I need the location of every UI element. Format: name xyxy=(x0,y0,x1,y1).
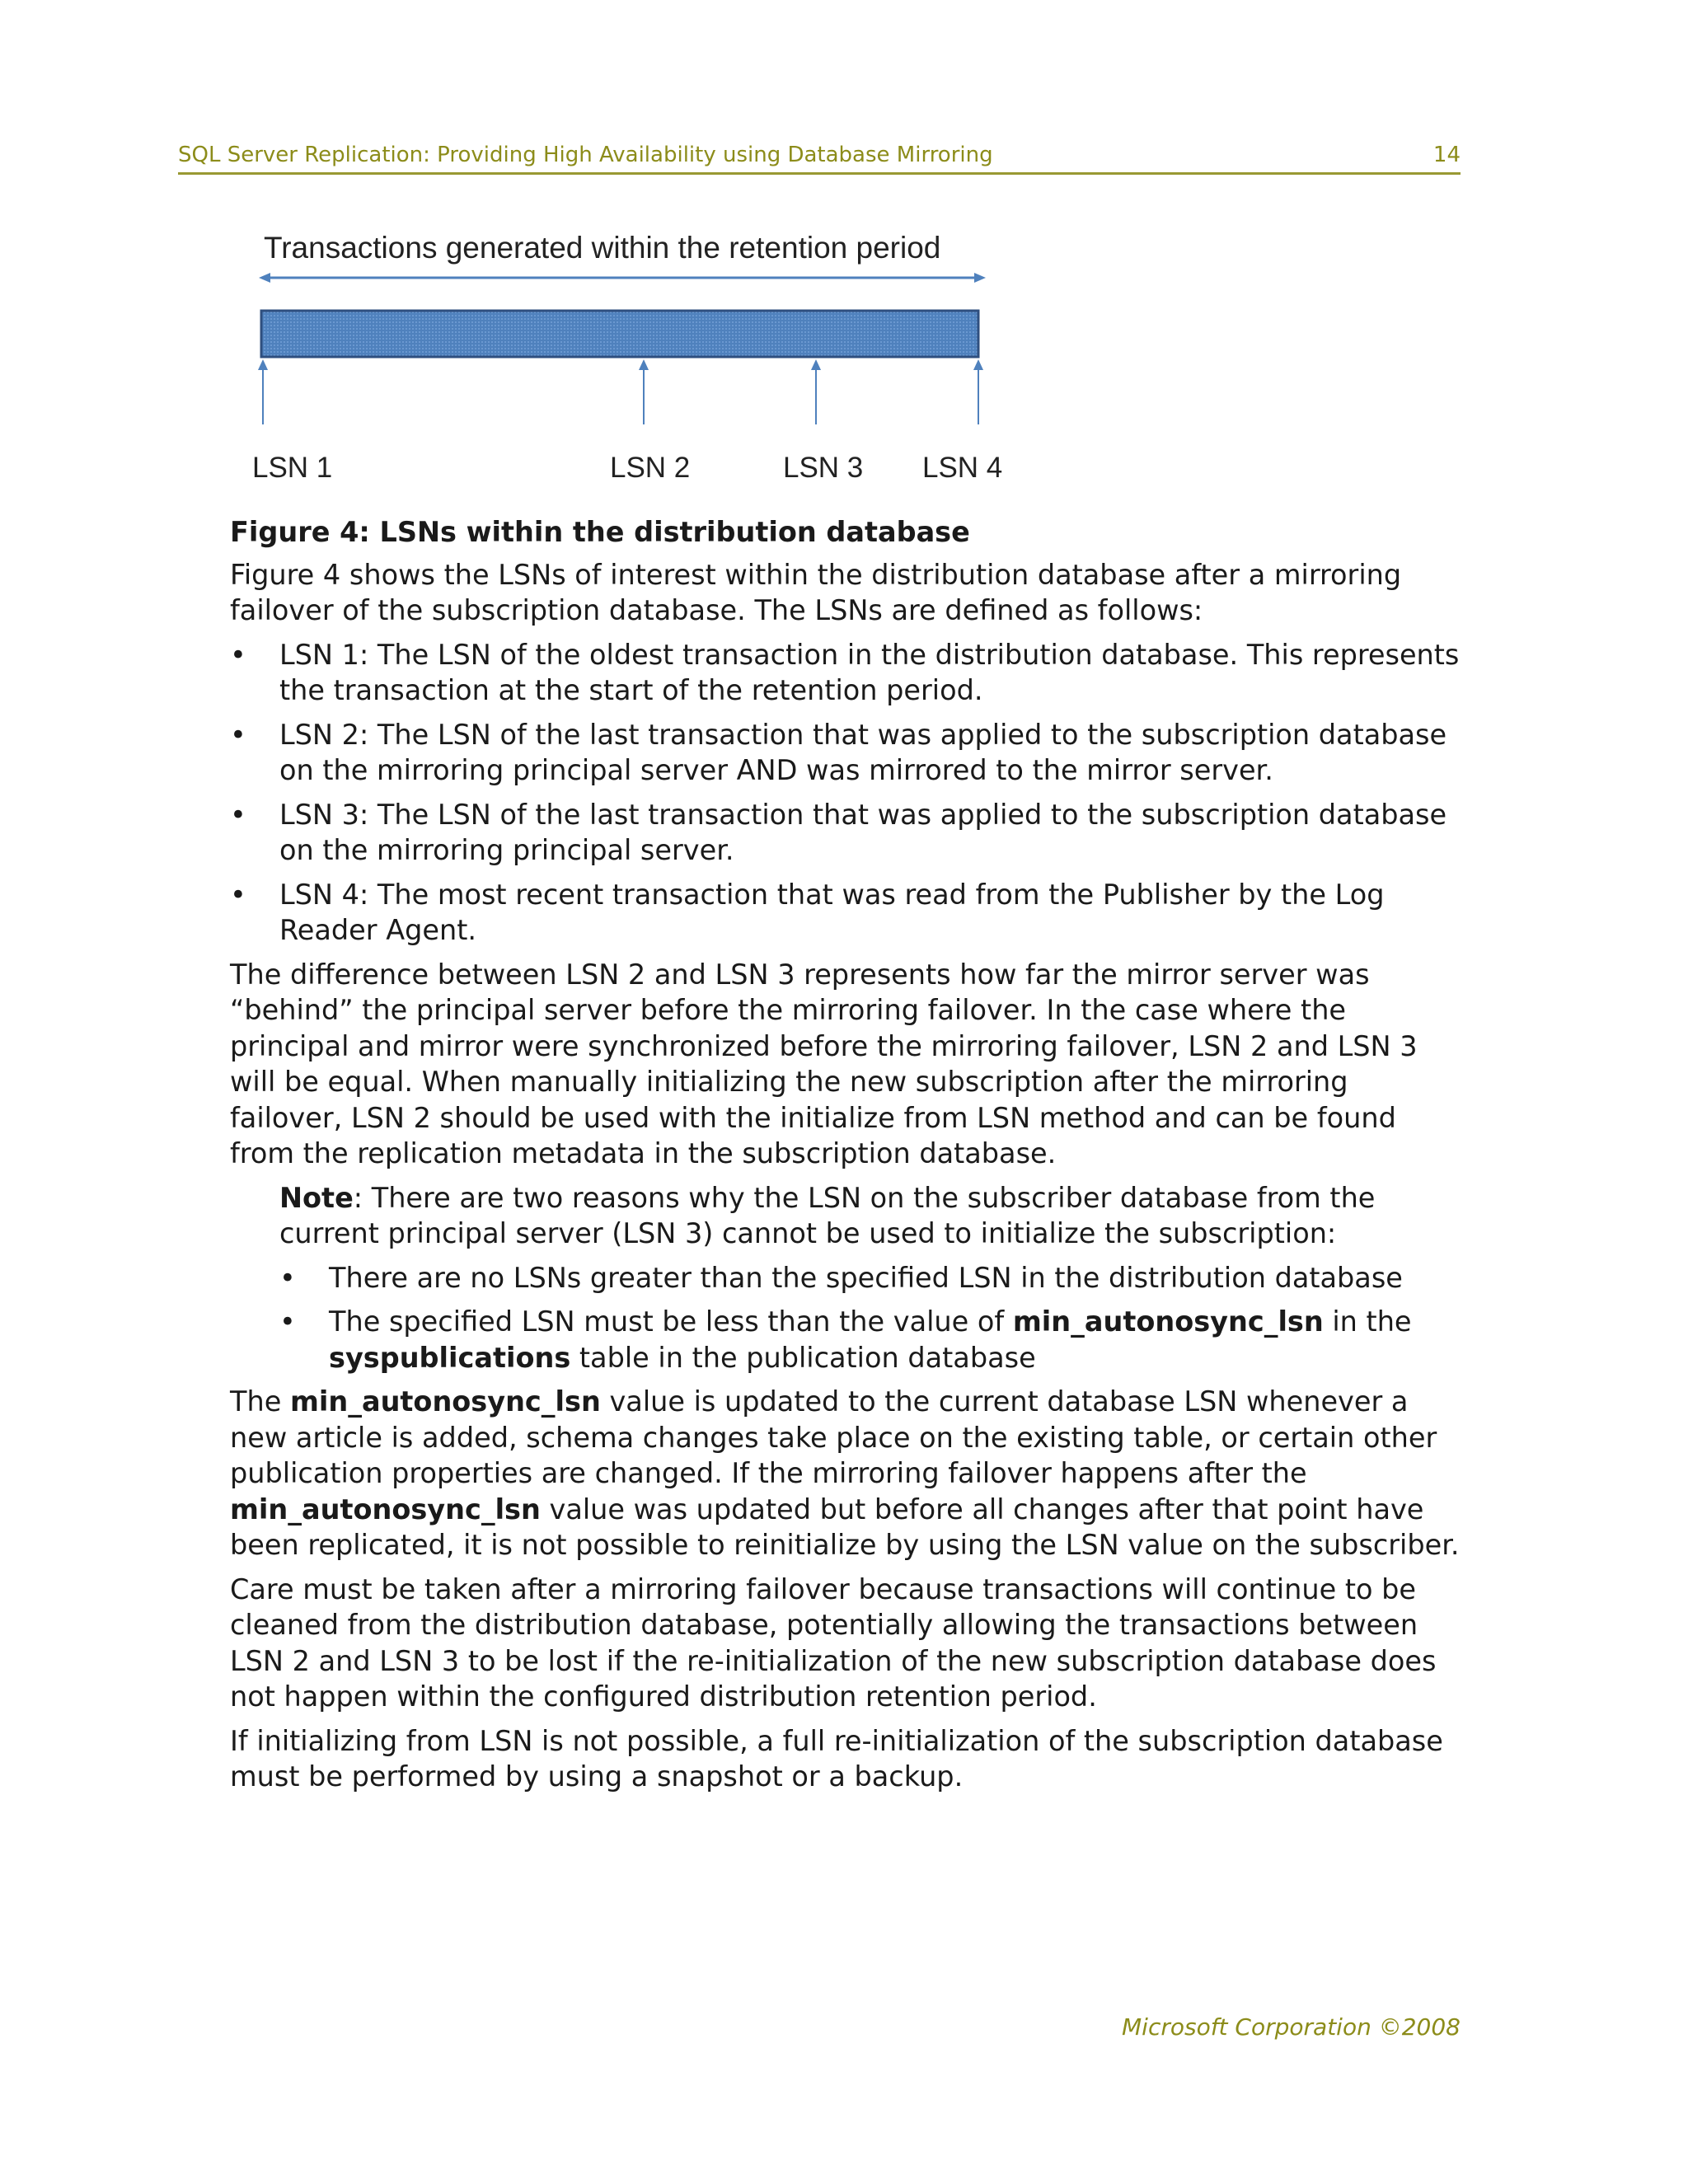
text-run: value is updated to the current database LSN whenever a new article is added, schema changes take place on the existing table, or certain other publication properties are changed. If the mirroring failover happens after the xyxy=(230,1385,1437,1489)
lsn1-arrow xyxy=(258,359,268,424)
syspublications-term: syspublications xyxy=(329,1341,571,1374)
body-content xyxy=(230,514,1466,1803)
page-number: 14 xyxy=(1432,143,1461,167)
page-footer: Microsoft Corporation ©2008 xyxy=(1122,2013,1461,2041)
text-run: value was updated but before all changes after that point have been replicated, it is not possible to reinitialize by using the LSN value on the subscriber. xyxy=(230,1493,1460,1561)
list-item: • LSN 2: The LSN of the last transaction that was applied to the subscription database on the mirroring principal server AND was mirrored to the mirror server. xyxy=(230,717,1466,789)
note-bullet2-part: table in the publication database xyxy=(570,1341,1036,1374)
lsn3-label: LSN 3 xyxy=(783,452,864,484)
note-label: Note xyxy=(279,1181,354,1214)
list-item xyxy=(279,1304,1466,1376)
list-item: • There are no LSNs greater than the specified LSN in the distribution database xyxy=(279,1260,1466,1296)
note-list xyxy=(279,1260,1466,1376)
lsn1-label: LSN 1 xyxy=(252,452,333,484)
lsn-definition-list xyxy=(230,637,1466,949)
note-bullet2-part: in the xyxy=(1323,1305,1412,1338)
difference-paragraph: The difference between LSN 2 and LSN 3 represents how far the mirror server was “behind” the principal server before the mirroring failover. In the case where the principal and mirror were synchronized before the mirroring failover, LSN 2 and LSN 3 will be equal. When manually initializing the new subscription after the mirroring failover, LSN 2 should be used with the initialize from LSN method and can be found from the replication metadata in the subscription database. xyxy=(230,958,1418,1169)
lsn4-label: LSN 4 xyxy=(922,452,1003,484)
text-run: The xyxy=(230,1385,290,1418)
note-intro xyxy=(279,1180,1466,1252)
note-text: : There are two reasons why the LSN on the subscriber database from the current principal server (LSN 3) cannot be used to initialize the subscription: xyxy=(279,1181,1376,1249)
min-autonosync-term: min_autonosync_lsn xyxy=(289,1385,601,1418)
page-header xyxy=(178,140,1461,175)
header-title: SQL Server Replication: Providing High Availability using Database Mirroring xyxy=(178,143,993,167)
figure-title: Transactions generated within the retention period xyxy=(264,231,941,265)
last-paragraph: If initializing from LSN is not possible, a full re-initialization of the subscription database must be performed by using a snapshot or a backup. xyxy=(230,1724,1443,1793)
figure-caption: Figure 4: LSNs within the distribution database xyxy=(230,516,970,548)
arrowhead-right xyxy=(974,273,986,283)
list-item: • LSN 3: The LSN of the last transaction that was applied to the subscription database on the mirroring principal server. xyxy=(230,797,1466,869)
min-autonosync-paragraph xyxy=(230,1384,1466,1563)
intro-paragraph: Figure 4 shows the LSNs of interest within the distribution database after a mirroring failover of the subscription database. The LSNs are defined as follows: xyxy=(230,558,1402,626)
list-item: • LSN 1: The LSN of the oldest transaction in the distribution database. This represents the transaction at the start of the retention period. xyxy=(230,637,1466,709)
min-autonosync-term: min_autonosync_lsn xyxy=(230,1493,541,1526)
lsn2-label: LSN 2 xyxy=(610,452,691,484)
lsn3-arrow xyxy=(811,359,821,424)
lsn-figure xyxy=(247,223,1022,494)
care-paragraph: Care must be taken after a mirroring failover because transactions will continue to be cleaned from the distribution database, potentially allowing the transactions between LSN 2 and LSN 3 to be lost if the re-initialization of the new subscription database does not happen within the configured distribution retention period. xyxy=(230,1572,1437,1713)
lsn2-arrow xyxy=(639,359,649,424)
note-block xyxy=(230,1180,1466,1376)
min-autonosync-term: min_autonosync_lsn xyxy=(1012,1305,1324,1338)
note-bullet2-part: The specified LSN must be less than the value of xyxy=(329,1305,1013,1338)
retention-bar xyxy=(261,311,978,357)
arrowhead-left xyxy=(259,273,270,283)
lsn4-arrow xyxy=(973,359,983,424)
list-item: • LSN 4: The most recent transaction that was read from the Publisher by the Log Reader Agent. xyxy=(230,877,1466,949)
